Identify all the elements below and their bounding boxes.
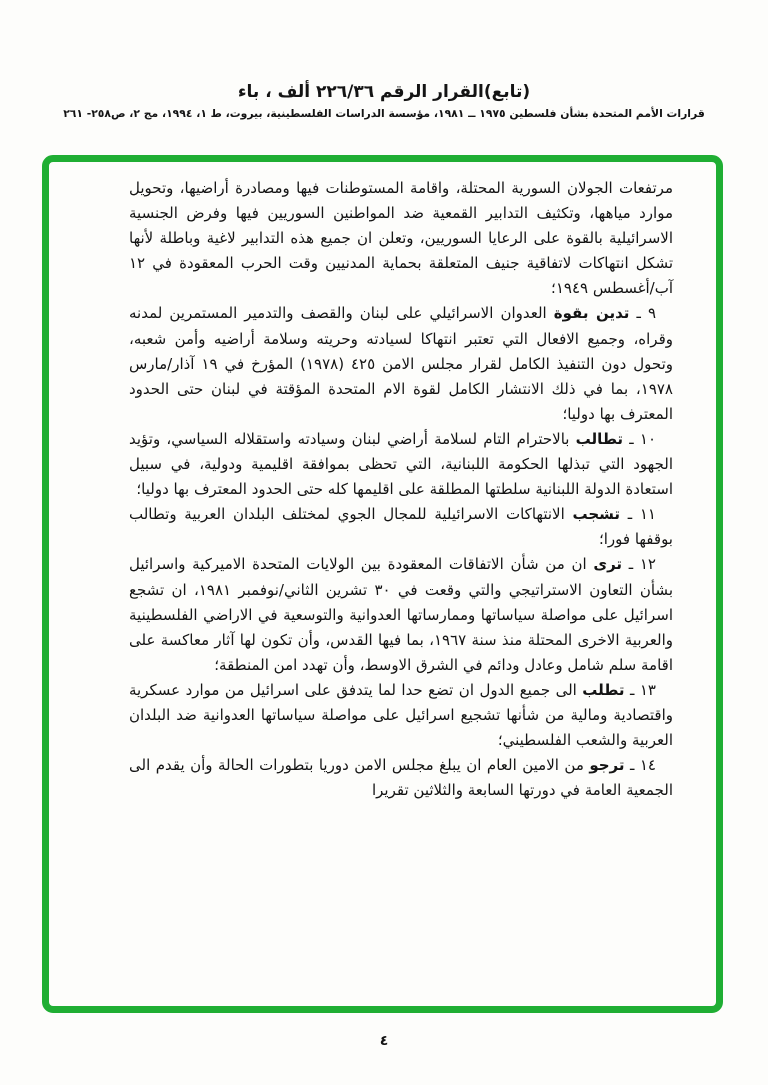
paragraph-number: ١٤ ـ [624, 756, 656, 775]
resolution-paragraph: ١١ ـ تشجب الانتهاكات الاسرائيلية للمجال الجوي لمختلف البلدان العربية وتطالب بوقفها فورا؛ [129, 505, 673, 549]
operative-verb: تطلب [582, 680, 625, 699]
operative-verb: تدين بقوة [553, 304, 630, 323]
document-title: (تابع)القرار الرقم ٢٢٦/٣٦ ألف ، باء [237, 82, 531, 102]
document-header [0, 82, 768, 120]
resolution-paragraph: ٩ ـ تدين بقوة العدوان الاسرائيلي على لبنان والقصف والتدمير المستمرين لمدنه وقراه، وجميع الافعال التي تعتبر انتهاكا لسيادته وحريته وسلامة أراضيه وأمن شعبه، وتحول دون التنفيذ الكامل لقرار مجلس الامن ٤٢٥ (١٩٧٨) المؤرخ في ١٩ آذار/مارس ١٩٧٨، بما في ذلك الانتشار الكامل لقوة الام المتحدة المؤقتة في لبنان حتى الحدود المعترف بها دوليا؛ [129, 304, 674, 423]
resolution-text [129, 176, 673, 803]
resolution-paragraph: ١٢ ـ ترى ان من شأن الاتفاقات المعقودة بين الولايات المتحدة الاميركية واسرائيل بشأن التعاون الاستراتيجي والتي وقعت في ٣٠ تشرين الثاني/نوفمبر ١٩٨١، ان تشجع اسرائيل على مواصلة سياساتها وممارساتها العدوانية والتوسعية في الاراضي الفلسطينية والعربية الاخرى المحتلة منذ سنة ١٩٦٧، بما فيها القدس، وأن تكون لها آثار معاكسة على اقامة سلم شامل وعادل ودائم في الشرق الاوسط، وأن تهدد امن المنطقة؛ [129, 555, 674, 674]
resolution-paragraph: ١٤ ـ ترجو من الامين العام ان يبلغ مجلس الامن دوريا بتطورات الحالة وأن يقدم الى الجمعية العامة في دورتها السابعة والثلاثين تقريرا [129, 756, 673, 800]
content-frame [42, 155, 723, 1013]
page-number: ٤ [379, 1033, 389, 1049]
paragraph-number: ١٢ ـ [622, 555, 656, 574]
paragraph-number: ٩ ـ [629, 304, 656, 323]
operative-verb: تطالب [575, 429, 624, 448]
operative-verb: ترى [593, 555, 623, 574]
source-citation: قرارات الأمم المتحدة بشأن فلسطين ١٩٧٥ ــ ١٩٨١، مؤسسة الدراسات الفلسطينية، بيروت، ط ١، ١٩٩٤، مج ٢، ص٢٥٨- ٢٦١ [63, 107, 705, 120]
continuation-paragraph: مرتفعات الجولان السورية المحتلة، واقامة المستوطنات فيها ومصادرة أراضيها، وتحويل موارد مياهها، وتكثيف التدابير القمعية ضد المواطنين السوريين فيها وفرض الجنسية الاسرائيلية بالقوة على الرعايا السوريين، وتعلن ان جميع هذه التدابير لاغية وباطلة لأنها تشكل انتهاكات لاتفاقية جنيف المتعلقة بحماية المدنيين وقت الحرب المعقودة في ١٢ آب/أغسطس ١٩٤٩؛ [129, 179, 673, 298]
operative-verb: ترجو [589, 756, 625, 775]
paragraph-number: ١٠ ـ [623, 429, 657, 448]
paragraph-number: ١١ ـ [620, 505, 656, 524]
resolution-paragraph: ١٣ ـ تطلب الى جميع الدول ان تضع حدا لما يتدفق على اسرائيل من موارد عسكرية واقتصادية ومالية من شأنها تشجيع اسرائيل على مواصلة سياساتها العدوانية ضد البلدان العربية والشعب الفلسطيني؛ [129, 680, 673, 750]
operative-verb: تشجب [572, 505, 621, 524]
paragraph-number: ١٣ ـ [624, 680, 656, 699]
resolution-paragraph: ١٠ ـ تطالب بالاحترام التام لسلامة أراضي لبنان وسيادته واستقلاله السياسي، وتؤيد الجهود التي تبذلها الحكومة اللبنانية، التي تحظى بموافقة اقليمية ودولية، في سبيل استعادة الدولة اللبنانية سلطتها المطلقة على اقليمها كله حتى الحدود المعترف بها دوليا؛ [129, 429, 673, 499]
